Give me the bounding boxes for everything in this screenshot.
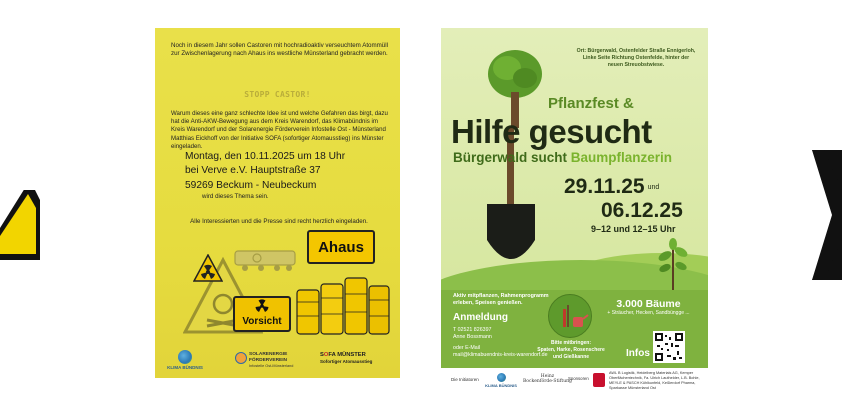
klimabuendnis-logo: KLIMA BÜNDNIS [165,350,205,370]
hazard-triangle-fragment [0,190,40,270]
sponsor-logos [155,346,400,376]
time-range: 9–12 und 12–15 Uhr [591,224,676,234]
date-first: 29.11.25 und [564,175,660,198]
contact-block: T 02521 826397 Anne Bossmann oder E-Mail mail@klimabuendnis-kreis-warendorf.de [453,327,548,359]
intro-text: Noch in diesem Jahr sollen Castoren mit hochradioaktiv verseuchtem Atommüll zur Zwischenlagerung nach Ahaus ins westliche Münsterland gebracht werden. [171,42,388,58]
ahaus-sign: Ahaus [307,230,375,264]
klimabuendnis-logo: KLIMA BÜNDNIS [483,373,519,388]
nuclear-barrels-icon [293,268,393,338]
location-text: Ort: Bürgerwald, Ostenfelder Straße Ennigerloh, Linke Seite Richtung Ostenfelde, hinter der neuen Streuobstwiese. [576,48,696,69]
castor-poster [155,28,400,378]
trees-count: 3.000 Bäume + Sträucher, Hecken, Sandbüngge ... [607,298,690,316]
event-city: 59269 Beckum - Neubeckum [185,179,317,191]
event-date: Montag, den 10.11.2025 um 18 Uhr [185,151,346,162]
event-details [185,150,395,193]
invite-text: Alle Interessierten und die Presse sind recht herzlich eingeladen. [190,218,368,225]
vorsicht-sign: Vorsicht [233,296,291,332]
pflanzfest-poster [441,28,708,398]
sparkasse-logo [593,373,605,387]
pflanzfest-heading: Pflanzfest & [548,95,634,112]
garden-tools-badge [548,294,592,338]
stopp-castor-heading: STOPP CASTOR! [244,90,311,99]
sun-icon [235,352,247,364]
radiation-icon [254,298,270,314]
infos-label: Infos [626,348,650,359]
castor-train-icon [233,245,299,273]
aktiv-text: Aktiv mitpflanzen, Rahmenprogramm erleben, Speisen genießen. [453,293,549,307]
heinz-stiftung-logo: Heinz Bockenförde-Stiftung [523,374,572,385]
date-second: 06.12.25 [601,199,683,222]
radiation-small-icon [193,254,223,282]
solarenergie-logo: SOLARENERGIE FÖRDERVEREIN Infostelle Ost-Münsterland [235,352,315,368]
hilfe-gesucht-heading: Hilfe gesucht [451,113,652,150]
buergerwald-subheading: Bürgerwald sucht Baumpflanzerin [453,150,673,165]
sapling-icon [653,238,693,290]
tools-text: Bitte mitbringen: Spaten, Harke, Rosenschere und Gießkanne [537,340,605,360]
poster-footer: Die Initiatoren KLIMA BÜNDNIS Heinz Bockenförde-Stiftung Sponsoren AWL B Logistik, Heidelberg Materials AG, Kemper Oberflächentechnik, Fa. Ulrich Lauthelder, L.B. Bohle, MEYLE & PASCH Kühlkunfeld, Keßlerdorf Pharma, Sparkasse Münsterland Ost [441,368,708,398]
event-venue: bei Verve e.V. Hauptstraße 37 [185,165,321,177]
description-text: Warum dieses eine ganz schlechte Idee ist und welche Gefahren das birgt, dazu hat die Anti-AKW-Bewegung aus dem Kreis Warendorf, das Klimabündnis im Kreis Warendorf und der Solarenergie Förderverein Infostelle Ost - Münsterland Matthias Eickhoff von der Initiative SOFA (sofortiger Atomausstieg) ins Münster eingeladen. [171,110,388,150]
x-mark-fragment [812,150,842,280]
garden-tools-icon [549,295,593,339]
sofa-muenster-logo: SOFA MÜNSTER Sofortiger Atomausstieg [320,352,373,364]
event-sub: wird dieses Thema sein. [202,193,269,200]
qr-code-icon[interactable] [653,331,685,363]
anmeldung-heading: Anmeldung [453,312,508,323]
